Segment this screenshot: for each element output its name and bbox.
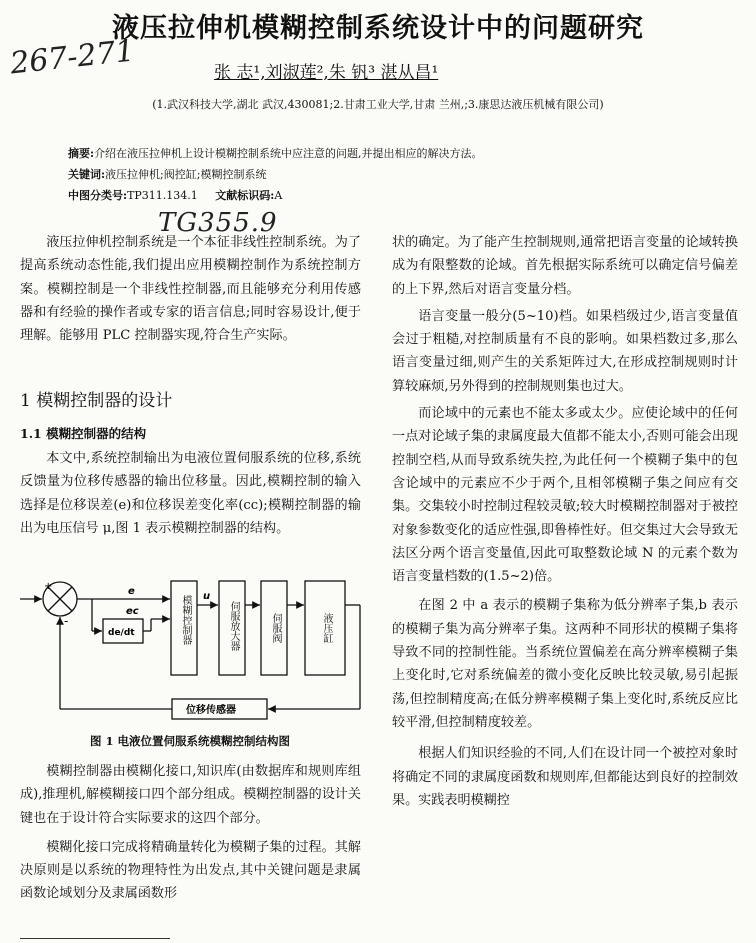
affiliations: (1.武汉科技大学,湖北 武汉,430081;2.甘肃工业大学,甘肃 兰州,;3.康思达液压机械有限公司) — [152, 98, 604, 111]
hydraulic-cylinder-label: 液压缸 — [321, 613, 332, 643]
abstract-text: 介绍在液压拉伸机上设计模糊控制系统中应注意的问题,并提出相应的解决方法。 — [94, 147, 483, 160]
section-1-heading: 1 模糊控制器的设计 — [20, 391, 173, 411]
right-paragraph-2: 语言变量一般分(5~10)档。如果档级过少,语言变量值会过于粗糙,对控制质量有不良的影响。如果档数过多,那么语言变量过细,则产生的关系矩阵过大,在形成控制规则时计算较麻烦,另外得到的控制规则集也过大。 — [392, 308, 738, 394]
structure-paragraph: 本文中,系统控制输出为电液位置伺服系统的位移,系统反馈量为位移传感器的输出位移量。因此,模糊控制的输入选择是位移误差(e)和位移误差变化率(cc);模糊控制器的输出为电压信号 μ,图 1 表示模糊控制器的结构。 — [20, 451, 361, 536]
handwritten-class-number: TG355.9 — [158, 208, 278, 238]
figure-1-caption: 图 1 电液位置伺服系统模糊控制结构图 — [89, 734, 290, 748]
keywords — [68, 166, 266, 182]
servo-valve-label: 伺服阀 — [270, 613, 281, 643]
keywords-label: 关键词: — [68, 168, 106, 181]
abstract — [68, 145, 483, 161]
clc-label: 中图分类号: — [68, 189, 128, 202]
left-column-intro — [20, 231, 361, 347]
signal-ec: ec — [126, 606, 139, 617]
doccode-label: 文献标识码: — [215, 189, 275, 202]
figure-1 — [20, 575, 365, 730]
signal-e: e — [128, 586, 135, 597]
intro-paragraph: 液压拉伸机控制系统是一个本征非线性控制系统。为了提高系统动态性能,我们提出应用模糊控制作为系统控制方案。模糊控制是一个非线性控制器,而且能够充分利用传感器和有经验的操作者或专家的语言信息;同时容易设计,便于理解。能够用 PLC 控制器实现,符合生产实际。 — [20, 235, 361, 344]
left-column-structure — [20, 447, 361, 540]
sensor-label: 位移传感器 — [186, 705, 236, 716]
abstract-label: 摘要: — [68, 147, 95, 160]
right-paragraph-5: 根据人们知识经验的不同,人们在设计同一个被控对象时将确定不同的隶属度函数和规则库,但都能达到良好的控制效果。实践表明模糊控 — [392, 746, 738, 808]
classification — [68, 187, 282, 203]
derivative-label: de/dt — [108, 628, 135, 638]
right-column — [392, 231, 738, 812]
servo-amplifier-label: 伺服放大器 — [228, 601, 239, 651]
minus-sign: - — [64, 614, 69, 628]
components-paragraph: 模糊控制器由模糊化接口,知识库(由数据库和规则库组成),推理机,解模糊接口四个部分组成。模糊控制器的设计关键也在于设计符合实际要求的这四个部分。 — [20, 764, 361, 826]
right-paragraph-1: 状的确定。为了能产生控制规则,通常把语言变量的论域转换成为有限整数的论域。首先根据实际系统可以确定信号偏差的上下界,然后对语言变量分档。 — [392, 235, 738, 297]
paper-title: 液压拉伸机模糊控制系统设计中的问题研究 — [112, 13, 644, 44]
footnote-rule — [20, 938, 170, 939]
authors: 张 志¹,刘淑莲²,朱 钒³ 湛从昌¹ — [214, 63, 439, 83]
clc-value: TP311.134.1 — [127, 189, 198, 202]
right-paragraph-3: 而论域中的元素也不能太多或太少。应使论域中的任何一点对论域子集的隶属度最大值都不能太小,否则可能会出现控制空档,从而导致系统失控,为此任何一个模糊子集中的包含论域中的元素应不少于两个,且相邻模糊子集之间应有交集。交集较小时控制过程较灵敏;较大时模糊控制器对于被控对象参数变化的适应性强,即鲁棒性好。但交集过大会导致无法区分两个语言变量值,因此可取整数论域 N 的元素个数为语言变量档数的(1.5~2)倍。 — [392, 406, 738, 585]
signal-u: u — [203, 591, 211, 602]
section-1-1-heading: 1.1 模糊控制器的结构 — [20, 426, 147, 441]
handwritten-page-numbers: 267-271 — [8, 33, 137, 82]
left-column-bottom — [20, 760, 361, 906]
fuzzy-controller-label: 模糊控制器 — [180, 595, 191, 645]
fuzzify-paragraph: 模糊化接口完成将精确量转化为模糊子集的过程。其解决原则是以系统的物理特性为出发点,其中关键问题是隶属函数论域划分及隶属函数形 — [20, 839, 361, 902]
keywords-text: 液压拉伸机;阀控缸;模糊控制系统 — [105, 168, 267, 181]
plus-sign: + — [44, 581, 53, 592]
doccode-value: A — [274, 189, 283, 202]
right-paragraph-4: 在图 2 中 a 表示的模糊子集称为低分辨率子集,b 表示的模糊子集为高分辨率子集。这两种不同形状的模糊子集将导致不同的控制性能。当系统位置偏差在高分辨率模糊子集上变化时,它对系统偏差的微小变化反映比较灵敏,易引起振荡,但控制精度高;在低分辨率模糊子集上变化时,系统反应比较平滑,但控制精度较差。 — [392, 598, 738, 730]
